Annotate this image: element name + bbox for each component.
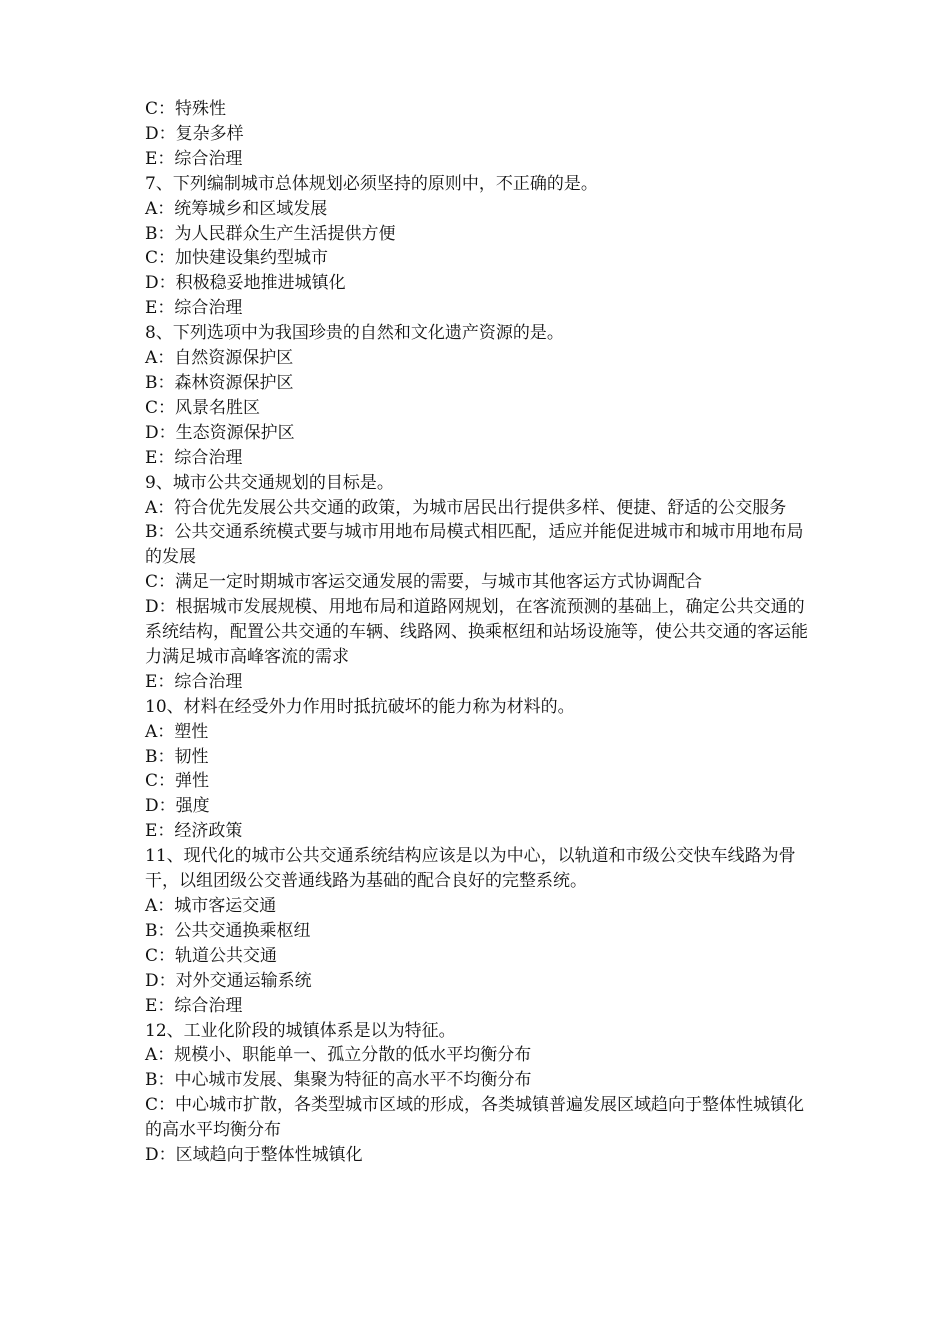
option-c-text: C：加快建设集约型城市 [145, 248, 329, 269]
option-d-text: D：对外交通运输系统 [145, 970, 312, 991]
option-b-text: B：为人民群众生产生活提供方便 [145, 223, 396, 244]
option-e-text: E：综合治理 [145, 447, 243, 468]
option-e-text: E：经济政策 [145, 821, 243, 842]
option-e-text: E：综合治理 [145, 995, 243, 1016]
question-8: 8、下列选项中为我国珍贵的自然和文化遗产资源的是。 [145, 323, 564, 344]
option-c-text: C：轨道公共交通 [145, 945, 278, 966]
question-7: 7、下列编制城市总体规划必须坚持的原则中，不正确的是。 [145, 173, 598, 194]
option-e-text: E：综合治理 [145, 671, 243, 692]
option-a-text: A：城市客运交通 [145, 896, 277, 916]
option-a-text: A：塑性 [145, 721, 209, 742]
document-page [145, 97, 817, 1168]
option-c-text: C：风景名胜区 [145, 397, 261, 418]
question-9: 9、城市公共交通规划的目标是。 [145, 472, 394, 493]
option-a-text: A：自然资源保护区 [145, 348, 294, 369]
question-11: 11、现代化的城市公共交通系统结构应该是以为中心，以轨道和市级公交快车线路为骨干，以组团级公交普通线路为基础的配合良好的完整系统。 [145, 846, 796, 892]
option-c-text: C：弹性 [145, 771, 210, 792]
option-a-text: A：规模小、职能单一、孤立分散的低水平均衡分布 [145, 1045, 532, 1066]
option-b-text: B：中心城市发展、集聚为特征的高水平不均衡分布 [145, 1070, 532, 1091]
option-b-text: B：公共交通系统模式要与城市用地布局模式相匹配，适应并能促进城市和城市用地布局的发展 [145, 522, 804, 568]
option-c-text: C：中心城市扩散，各类型城市区域的形成，各类城镇普遍发展区域趋向于整体性城镇化的高水平均衡分布 [145, 1095, 805, 1141]
option-a-text: A：符合优先发展公共交通的政策，为城市居民出行提供多样、便捷、舒适的公交服务 [145, 497, 787, 518]
option-d-text: D：积极稳妥地推进城镇化 [145, 273, 346, 294]
option-d-text: D：复杂多样 [145, 123, 244, 144]
option-d-text: D：生态资源保护区 [145, 422, 295, 443]
option-a-text: A：统筹城乡和区域发展 [145, 198, 328, 219]
option-d-text: D：根据城市发展规模、用地布局和道路网规划，在客流预测的基础上，确定公共交通的系统结构，配置公共交通的车辆、线路网、换乘枢纽和站场设施等，使公共交通的客运能力满足城市高峰客流的需求 [145, 597, 808, 667]
question-12: 12、工业化阶段的城镇体系是以为特征。 [145, 1020, 456, 1041]
option-c-text: C：特殊性 [145, 99, 227, 119]
option-b-text: B：韧性 [145, 746, 209, 767]
option-e-text: E：综合治理 [145, 298, 243, 319]
option-e-text: E：综合治理 [145, 148, 243, 169]
option-b-text: B：公共交通换乘枢纽 [145, 920, 311, 941]
option-b-text: B：森林资源保护区 [145, 372, 294, 393]
option-c-text: C：满足一定时期城市客运交通发展的需要，与城市其他客运方式协调配合 [145, 572, 703, 593]
option-d-text: D：区域趋向于整体性城镇化 [145, 1145, 363, 1166]
question-10: 10、材料在经受外力作用时抵抗破坏的能力称为材料的。 [145, 696, 575, 717]
option-d-text: D：强度 [145, 796, 210, 817]
